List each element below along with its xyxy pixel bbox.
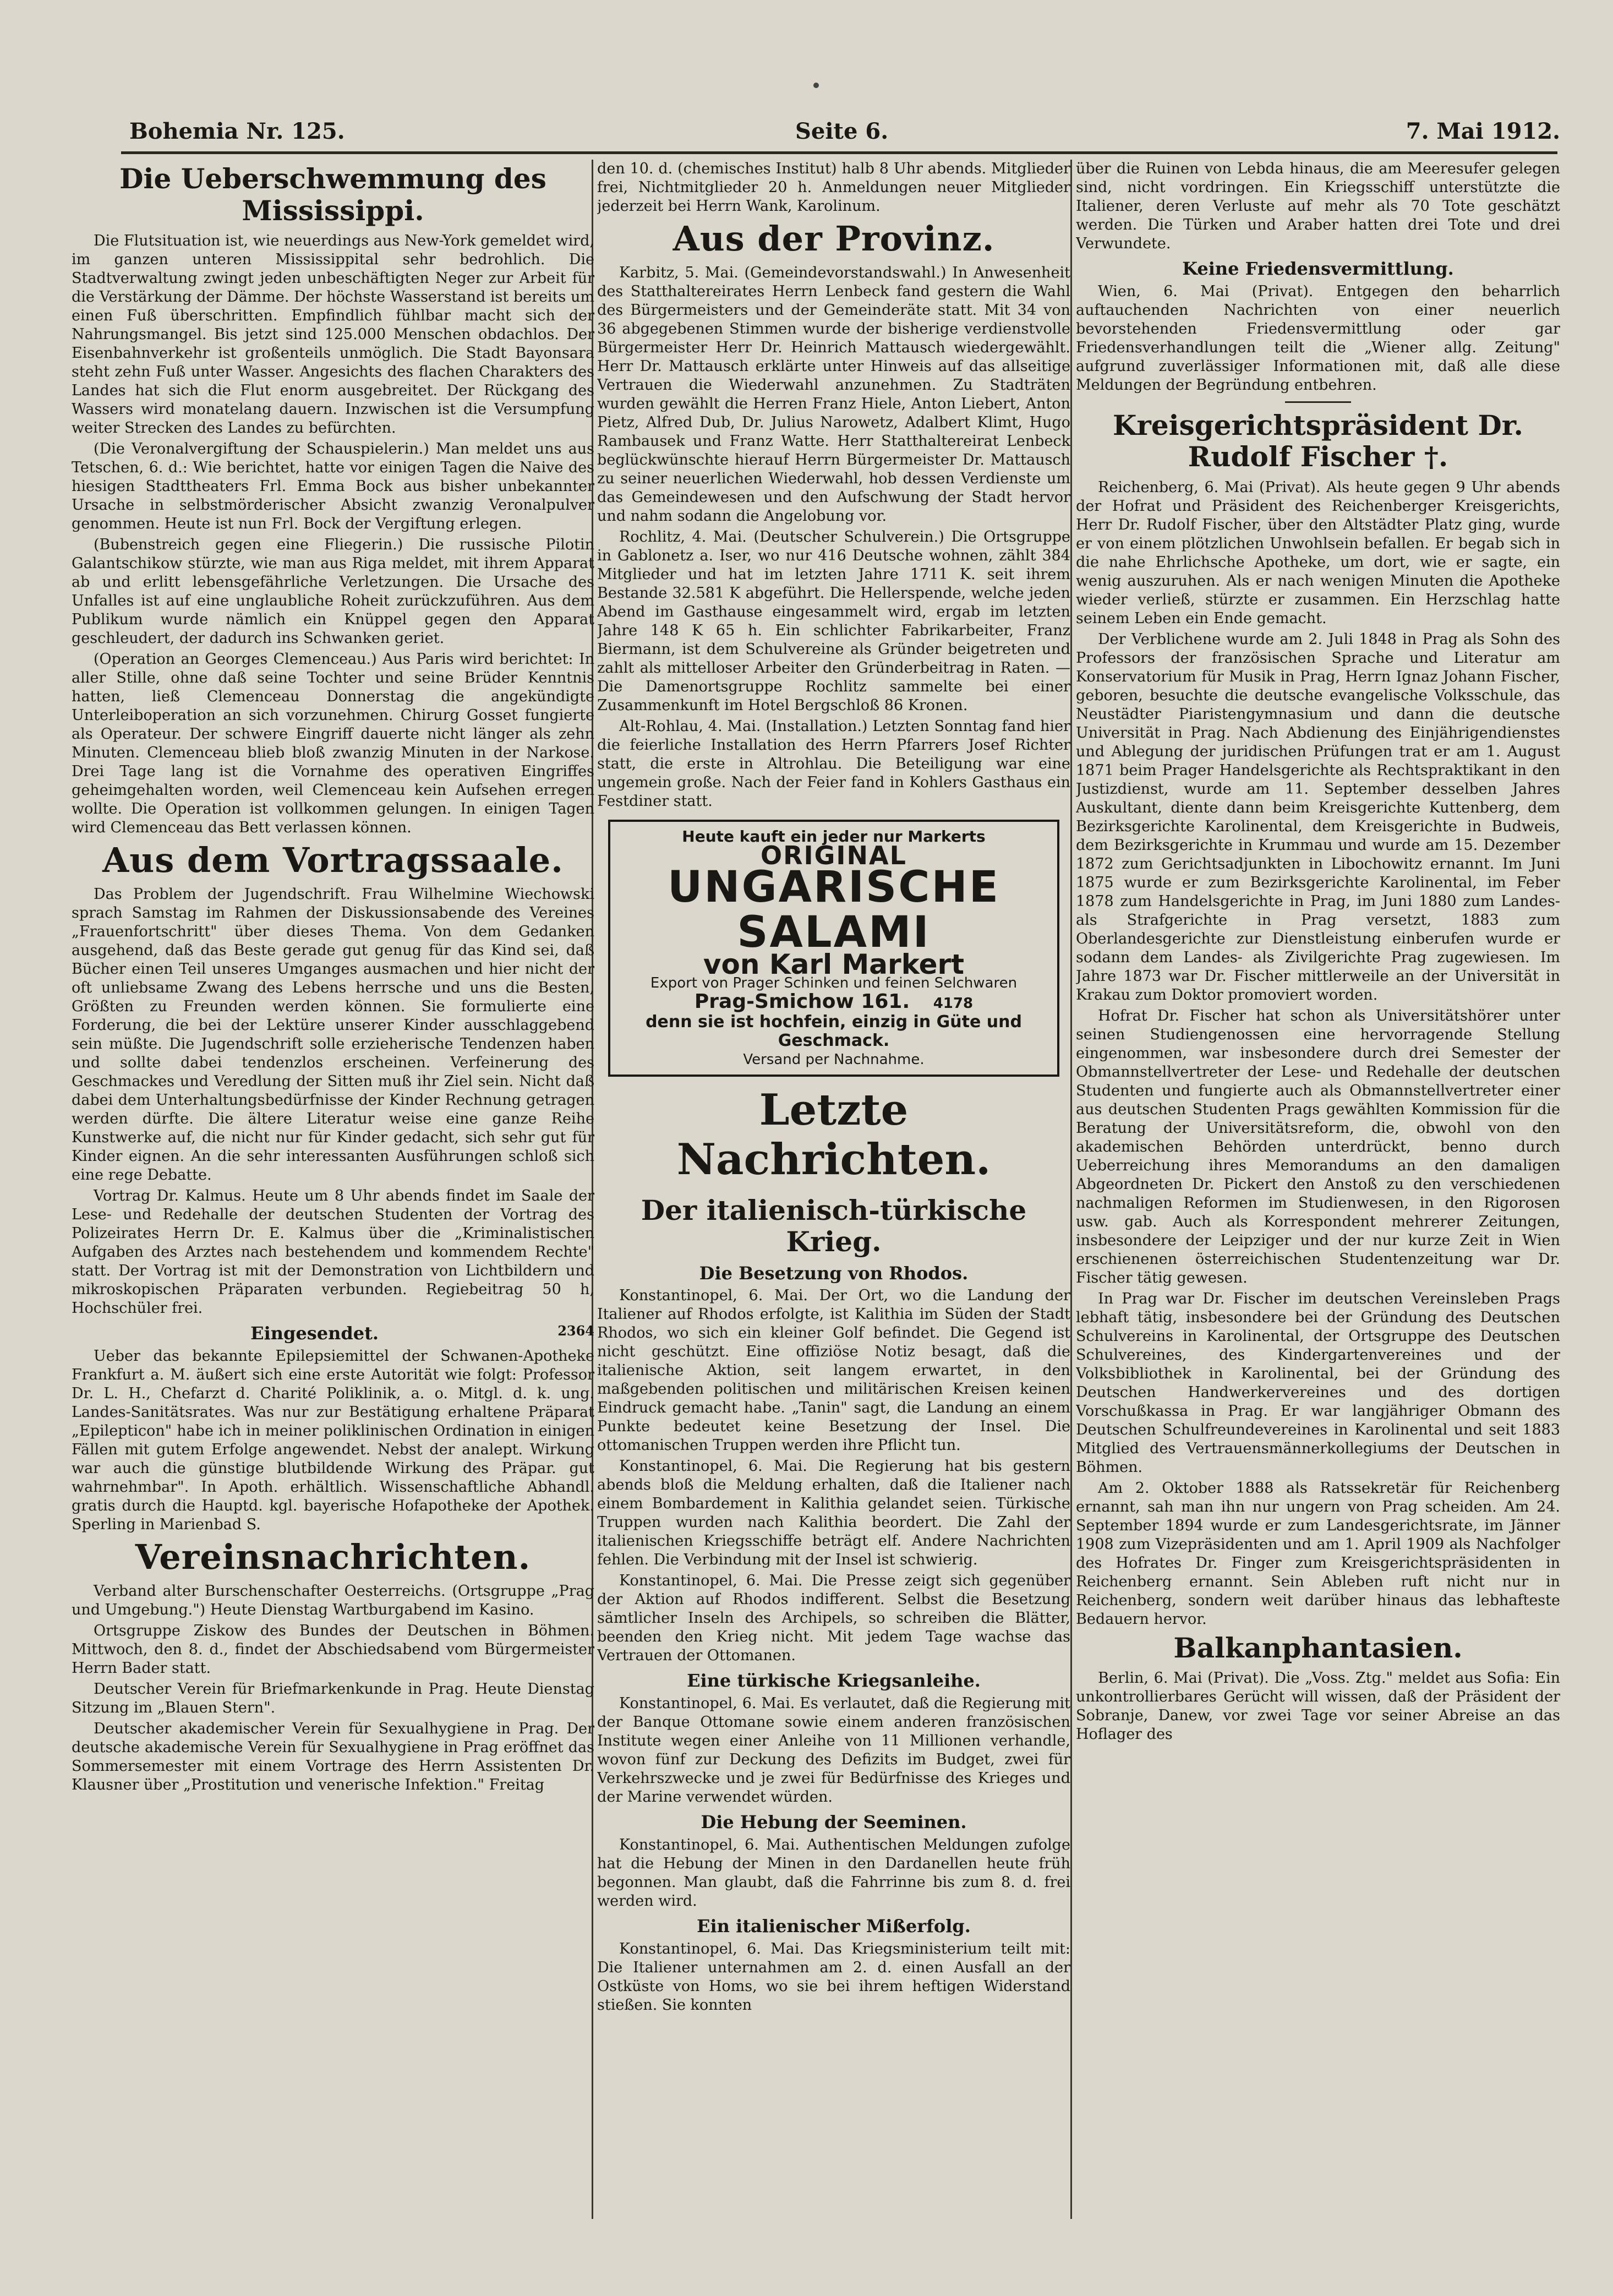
page-number: Seite 6. xyxy=(795,118,889,144)
ad-line-salami: UNGARISCHE SALAMI xyxy=(667,863,1000,958)
header-rule xyxy=(121,151,1557,154)
column-2 xyxy=(597,160,1070,2235)
headline-eingesendet: Eingesendet. 2364 xyxy=(250,1323,594,1344)
headline-vortragssaal: Aus dem Vortragssaale. xyxy=(102,840,564,880)
ad-line-versand: Versand per Nachnahme. xyxy=(743,1051,925,1068)
article-seeminen: Konstantinopel, 6. Mai. Authentischen Meldungen zufolge hat die Hebung der Minen in den Dardanellen heute früh begonnen. Man glaubt, daß die Fahrrinne bis zum 8. d. frei werden wird. xyxy=(597,1836,1070,1910)
page-header xyxy=(129,113,1560,151)
ad-line-quality: denn sie ist hochfein, einzig in Güte und Geschmack. xyxy=(646,1012,1022,1051)
hole-mark xyxy=(813,83,819,88)
headline-balkan: Balkanphantasien. xyxy=(1173,1631,1463,1664)
article-fliegerin: (Bubenstreich gegen eine Fliegerin.) Die russische Pilotin Galantschikow stürzte, wie man aus Riga meldet, mit ihrem Apparat ab und erlitt lebensgefährliche Verletzungen. Die Ursache des Unfalles ist auf eine unglaubliche Roheit zurückzuführen. Aus dem Publikum wurde nämlich ein Knüppel gegen den Apparat geschleudert, der dadurch ins Schwanken geriet. xyxy=(72,536,594,647)
notice-ziskow: Ortsgruppe Ziskow des Bundes der Deutschen in Böhmen. Mittwoch, den 8. d., findet der Abschiedsabend vom Bürgermeister Herrn Bader statt. xyxy=(72,1622,594,1677)
ad-number: 2364 xyxy=(557,1323,594,1339)
notice-continued: den 10. d. (chemisches Institut) halb 8 Uhr abends. Mitglieder frei, Nichtmitglieder 20 h. Anmeldungen neuer Mitglieder jederzeit bei Herrn Wank, Karolinum. xyxy=(597,160,1070,215)
notice-briefmarken: Deutscher Verein für Briefmarkenkunde in Prag. Heute Dienstag Sitzung im „Blauen Stern". xyxy=(72,1681,594,1717)
article-misserfolg: Konstantinopel, 6. Mai. Das Kriegsministerium teilt mit: Die Italiener unternahmen am 2. d. einen Ausfall an der Ostküste von Homs, wo sie bei ihrem heftigen Widerstand stießen. Sie konnten xyxy=(597,1940,1070,2014)
ad-line-original: ORIGINAL xyxy=(761,841,907,871)
subhead-rhodos: Die Besetzung von Rhodos. xyxy=(699,1262,969,1284)
masthead-issue: Bohemia Nr. 125. xyxy=(129,118,345,144)
article-clemenceau: (Operation an Georges Clemenceau.) Aus Paris wird berichtet: In aller Stille, ohne daß seine Tochter und seine Brüder Kenntnis hatten, ließ Clemenceau Donnerstag die angekündigte Unterleiboperation an sich vorzunehmen. Chirurg Gosset fungierte als Operateur. Der schwere Eingriff dauerte nicht länger als zehn Minuten. Clemenceau blieb bloß zwanzig Minuten in der Narkose. Drei Tage lang ist die Vornahme des operativen Eingriffes geheimgehalten worden, weil Clemenceau kein Aufsehen erregen wollte. Die Operation ist vollkommen gelungen. In einigen Tagen wird Clemenceau das Bett verlassen können. xyxy=(72,651,594,836)
article-rhodos-3: Konstantinopel, 6. Mai. Die Presse zeigt sich gegenüber der Aktion auf Rhodos indifferent. Selbst die Besetzung sämtlicher Inseln des Archipels, so schreiben die Blätter, beenden den Krieg nicht. Mit jedem Tage wachse das Vertrauen der Ottomanen. xyxy=(597,1572,1070,1665)
article-fischer-1: Reichenberg, 6. Mai (Privat). Als heute gegen 9 Uhr abends der Hofrat und Präsident des Reichenberger Kreisgerichts, Herr Dr. Rudolf Fischer, über den Altstädter Platz ging, wurde er von einem plötzlichen Unwohlsein befallen. Er begab sich in die nahe Ehrlichsche Apotheke, um dort, wie er sagte, ein wenig auszuruhen. Als er nach wenigen Minuten die Apotheke wieder verließ, stürzte er zusammen. Ein Herzschlag hatte seinem Leben ein Ende gemacht. xyxy=(1076,478,1560,627)
ad-line-1: Heute kauft ein jeder nur Markerts xyxy=(682,827,986,846)
ad-line-markert: von Karl Markert xyxy=(703,948,965,981)
headline-vereinsnachrichten: Vereinsnachrichten. xyxy=(135,1537,531,1578)
article-kalmus: Vortrag Dr. Kalmus. Heute um 8 Uhr abends findet im Saale der Lese- und Redehalle der deutschen Studenten der Vortrag des Polizeirates Herrn Dr. E. Kalmus über die „Kriminalistischen Aufgaben des Arztes nach bestehendem und kommendem Rechte" statt. Der Vortrag ist mit der Demonstration von Lichtbildern und mikroskopischen Präparaten verbunden. Regiebeitrag 50 h, Hochschüler frei. xyxy=(72,1187,594,1317)
section-separator xyxy=(1285,401,1351,403)
headline-mississippi: Die Ueberschwemmung des Mississippi. xyxy=(119,162,546,227)
subhead-seeminen: Die Hebung der Seeminen. xyxy=(701,1812,967,1833)
subhead-kriegsanleihe: Eine türkische Kriegsanleihe. xyxy=(687,1670,981,1692)
headline-krieg: Der italienisch-türkische Krieg. xyxy=(641,1193,1027,1258)
article-rochlitz: Rochlitz, 4. Mai. (Deutscher Schulverein.) Die Ortsgruppe in Gablonetz a. Iser, wo nur 416 Deutsche wohnen, zählt 384 Mitglieder und hat im letzten Jahre 1711 K. seit ihrem Bestande 32.581 K abgeführt. Die Hellerspende, welche jeden Abend im Gasthause eingesammelt wird, ergab im letzten Jahre 148 K 65 h. Ein schlichter Fabrikarbeiter, Franz Biermann, ist dem Schulvereine als Gründer beigetreten und zahlt als mittelloser Arbeiter den Gründerbeitrag in Raten. — Die Damenortsgruppe Rochlitz sammelte bei einer Zusammenkunft im Hotel Bergschloß 86 Kronen. xyxy=(597,528,1070,715)
salami-advertisement xyxy=(608,820,1059,1077)
column-3 xyxy=(1076,160,1560,2235)
column-1 xyxy=(72,160,594,2235)
article-fischer-4: In Prag war Dr. Fischer im deutschen Vereinsleben Prags lebhaft tätig, insbesondere bei der Gründung des Deutschen Schulvereins in Karolinental, der Ortsgruppe des Deutschen Schulvereines, des Kindergartenvereines und der Volksbibliothek in Karolinental, bei der Gründung des Deutschen Handwerkervereines und des dortigen Vorschußkassa in Prag. Er war langjähriger Obmann des Deutschen Schulfreundevereines in Karolinental und seit 1883 Mitglied des Vertrauensmännerkollegiums der Deutschen in Böhmen. xyxy=(1076,1290,1560,1476)
column-rule-2 xyxy=(1070,160,1072,2219)
article-karbitz: Karbitz, 5. Mai. (Gemeindevorstandswahl.) In Anwesenheit des Statthaltereirates Herrn Lenbeck fand gestern die Wahl des Bürgermeisters und der Gemeinderäte statt. Mit 34 von 36 abgegebenen Stimmen wurde der bisherige verdienstvolle Bürgermeister Herr Dr. Heinrich Mattausch wiedergewählt. Herr Dr. Mattausch erklärte unter Hinweis auf das allseitige Vertrauen die Wiederwahl anzunehmen. Zu Stadträten wurden gewählt die Herren Franz Hiele, Anton Liebert, Anton Pietz, Alfred Dub, Dr. Julius Narowetz, Adalbert Klimt, Hugo Rambausek und Franz Watte. Herr Statthaltereirat Lenbeck beglückwünschte hierauf Herrn Bürgermeister Dr. Mattausch zu seiner neuerlichen Wiederwahl, hob dessen Verdienste um das Gemeindewesen und den Aufschwung der Stadt hervor und nahm sodann die Angelobung vor. xyxy=(597,264,1070,525)
article-fischer-2: Der Verblichene wurde am 2. Juli 1848 in Prag als Sohn des Professors der französischen Sprache und Literatur am Konservatorium für Musik in Prag, Herrn Ignaz Johann Fischer, geboren, besuchte die deutsche evangelische Volksschule, das Neustädter Piaristengymnasium und dann die deutsche Universität in Prag. Nach Abdienung des Einjährigendienstes und Ablegung der juridischen Prüfungen trat er am 1. August 1871 beim Prager Handelsgerichte als Rechtspraktikant in den Justizdienst, wurde am 11. September desselben Jahres Auskultant, diente dann beim Kreisgerichte Kuttenberg, dem Bezirksgerichte Karolinental, dem Kreisgerichte in Budweis, dem Bezirksgerichte in Krummau und wurde am 15. Dezember 1872 zum Gerichtsadjunkten in Libochowitz ernannt. Im Juni 1875 wurde er zum Bezirksgerichte Karolinental, im Feber 1878 zum Handelsgerichte in Prag, im Juni 1880 zum Landes- als Strafgerichte in Prag versetzt, 1883 zum Oberlandesgerichte zur Dienstleistung einberufen wurde er sodann dem Landes- als Zivilgerichte Prag zugewiesen. Im Jahre 1873 war Dr. Fischer mittlerweile an der Universität in Krakau zum Doktor promoviert worden. xyxy=(1076,630,1560,1004)
article-rhodos-2: Konstantinopel, 6. Mai. Die Regierung hat bis gestern abends bloß die Meldung erhalten, daß die Italiener nach einem Bombardement in Kalithia gelandet seien. Türkische Truppen wurden nach Kalithia beordert. Die Zahl der italienischen Kriegsschiffe beträgt elf. Andere Nachrichten fehlen. Die Verbindung mit der Insel ist schwierig. xyxy=(597,1458,1070,1569)
ad-line-address: Prag-Smichow 161. 4178 xyxy=(694,990,974,1013)
article-mississippi: Die Flutsituation ist, wie neuerdings aus New-York gemeldet wird, im ganzen unteren Mississippital sehr bedrohlich. Die Stadtverwaltung zwingt jeden unbeschäftigten Neger zur Arbeit für die Verstärkung der Dämme. Der höchste Wasserstand ist bereits um einen Fuß überschritten. Empfindlich fühlbar macht sich der Nahrungsmangel. Bis jetzt sind 125.000 Menschen obdachlos. Der Eisenbahnverkehr ist großenteils unmöglich. Die Stadt Bayonsara steht zehn Fuß unter Wasser. Angesichts des flachen Charakters des Landes hat sich die Flut enorm ausgebreitet. Der Rückgang des Wassers wird monatelang dauern. Inzwischen ist die Versumpfung weiter Strecken des Landes zu befürchten. xyxy=(72,232,594,437)
article-kriegsanleihe: Konstantinopel, 6. Mai. Es verlautet, daß die Regierung mit der Banque Ottomane sowie einem anderen französischen Institute wegen einer Anleihe von 11 Millionen verhandle, wovon fünf zur Deckung des Defizits im Budget, zwei für Verkehrszwecke und je zwei für Bedürfnisse des Krieges und der Marine verwendet würden. xyxy=(597,1695,1070,1806)
article-friedensvermittlung: Wien, 6. Mai (Privat). Entgegen den beharrlich auftauchenden Nachrichten von einer neuerlich bevorstehenden Friedensvermittlung oder gar Friedensverhandlungen teilt die „Wiener allg. Zeitung" aufgrund zuverlässiger Informationen mit, daß alle diese Meldungen der Begründung entbehren. xyxy=(1076,282,1560,394)
ad-line-export: Export von Prager Schinken und feinen Selchwaren xyxy=(650,975,1018,992)
article-balkan: Berlin, 6. Mai (Privat). Die „Voss. Ztg." meldet aus Sofia: Ein unkontrollierbares Gerücht will wissen, daß der Präsident der Sobranje, Danew, vor zwei Tage vor seiner Abreise an das Hoflager des xyxy=(1076,1670,1560,1743)
article-rhodos-1: Konstantinopel, 6. Mai. Der Ort, wo die Landung der Italiener auf Rhodos erfolgte, ist Kalithia im Süden der Stadt Rhodos, wo sich ein kleiner Golf befindet. Die Gegend ist nicht geschützt. Eine offiziöse Notiz besagt, daß die italienische Aktion, seit langem erwartet, in den maßgebenden politischen und militärischen Kreisen keinen Eindruck gemacht habe. „Tanin" sagt, die Landung an einem Punkte bedeutet keine Besetzung der Insel. Die ottomanischen Truppen werden ihre Pflicht tun. xyxy=(597,1287,1070,1454)
notice-burschenschafter: Verband alter Burschenschafter Oesterreichs. (Ortsgruppe „Prag und Umgebung.") Heute Dienstag Wartburgabend im Kasino. xyxy=(72,1583,594,1619)
headline-provinz: Aus der Provinz. xyxy=(672,219,995,259)
article-veronal: (Die Veronalvergiftung der Schauspielerin.) Man meldet uns aus Tetschen, 6. d.: Wie berichtet, hatte vor einigen Tagen die Naive des hiesigen Stadttheaters Frl. Emma Bock aus bisher unbekannter Ursache in selbstmörderischer Absicht zwanzig Veronalpulver genommen. Heute ist nun Frl. Bock der Vergiftung erlegen. xyxy=(72,440,594,532)
article-alt-rohlau: Alt-Rohlau, 4. Mai. (Installation.) Letzten Sonntag fand hier die feierliche Installation des Herrn Pfarrers Josef Richter statt, die erste in Altrohlau. Die Beteiligung war eine ungemein große. Nach der Feier fand in Kohlers Gasthaus ein Festdiner statt. xyxy=(597,718,1070,810)
issue-date: 7. Mai 1912. xyxy=(1406,118,1560,144)
article-fischer-5: Am 2. Oktober 1888 als Ratssekretär für Reichenberg ernannt, sah man ihn nur ungern von Prag scheiden. Am 24. September 1894 wurde er zum Landesgerichtsrate, im Jänner 1908 zum Vizepräsidenten und am 1. April 1909 als Nachfolger des Hofrates Dr. Finger zum Kreisgerichtspräsidenten in Reichenberg ernannt. Sein Ableben ruft nicht nur in Reichenberg, sondern weit darüber hinaus das lebhafteste Bedauern hervor. xyxy=(1076,1479,1560,1628)
ad-code: 4178 xyxy=(933,995,974,1012)
article-fischer-3: Hofrat Dr. Fischer hat schon als Universitätshörer unter seinen Studiengenossen eine hervorragende Stellung eingenommen, war insbesondere durch drei Semester der Obmannstellvertreter der Lese- und Redehalle der deutschen Studenten und fungierte auch als Obmannstellvertreter einer aus deutschen Studenten Prags gewählten Kommission für die Beratung der Universitätsreform, die, obwohl von den akademischen Behörden unterdrückt, benno durch Ueberreichung ihres Memorandums an den damaligen Abgeordneten Dr. Pickert den Anstoß zu den verschiedenen nachmaligen Reformen im Studienwesen, in den Rigorosen usw. gab. Auch als Korrespondent mehrerer Zeitungen, insbesondere der Leipziger und der nur kurze Zeit in Wien erschienenen österreichischen Studentenzeitung war Dr. Fischer tätig gewesen. xyxy=(1076,1007,1560,1286)
article-lebda-continued: über die Ruinen von Lebda hinaus, die am Meeresufer gelegen sind, nicht vordringen. Ein Kriegsschiff unterstützte die Italiener, deren Verluste auf mehr als 70 Tote geschätzt werden. Die Türken und Araber hatten drei Tote und drei Verwundete. xyxy=(1076,160,1560,252)
subhead-misserfolg: Ein italienischer Mißerfolg. xyxy=(697,1916,971,1937)
notice-sexualhygiene: Deutscher akademischer Verein für Sexualhygiene in Prag. Der deutsche akademische Verein für Sexualhygiene in Prag eröffnet das Sommersemester mit einem Vortrage des Herrn Assistenten Dr. Klausner über „Prostitution und venerische Infektion." Freitag xyxy=(72,1720,594,1794)
headline-fischer: Kreisgerichtspräsident Dr. Rudolf Fischer †. xyxy=(1113,408,1523,473)
article-jugendschrift: Das Problem der Jugendschrift. Frau Wilhelmine Wiechowski sprach Samstag im Rahmen der Diskussionsabende des Vereines „Frauenfortschritt" über dieses Thema. Von dem Gedanken ausgehend, daß das Beste gerade gut genug für das Kind sei, daß Bücher einen Teil unseres Umganges ausmachen und hier nicht der oft unliebsame Zwang des Lebens herrsche und uns die Besten, Größten zu Freunden werden können. Sie formulierte eine Forderung, die bei der Lektüre unserer Kinder ausschlaggebend sein müßte. Die Jugendschrift solle erzieherische Tendenzen haben und sollte dabei tendenzlos erscheinen. Verfeinerung des Geschmackes und Veredlung der Sitten muß ihr Ziel sein. Nicht daß dabei dem Unterhaltungsbedürfnisse der Kinder Rechnung getragen werden dürfte. Die ältere Literatur weise eine ganze Reihe Kunstwerke auf, die nicht nur für Kinder gedacht, sich sehr gut für Kinder eignen. An die sehr interessanten Ausführungen schloß sich eine rege Debatte. xyxy=(72,886,594,1184)
subhead-friedensvermittlung: Keine Friedensvermittlung. xyxy=(1182,258,1454,279)
headline-letzte-nachrichten: Letzte Nachrichten. xyxy=(676,1085,991,1185)
article-epilepsie: Ueber das bekannte Epilepsiemittel der Schwanen-Apotheke Frankfurt a. M. äußert sich eine erste Autorität wie folgt: Professor Dr. L. H., Chefarzt d. Charité Poliklinik, a. o. Mitgl. d. k. ung. Landes-Sanitätsrates. Was nur zur Bestätigung erhaltene Präparat „Epilepticon" habe ich in meiner poliklinischen Ordination in einigen Fällen mit gutem Erfolge angewendet. Nebst der analept. Wirkung war auch die günstige blutbildende Wirkung des Präpar. gut wahrnehmbar". In Apoth. erhältlich. Wissenschaftliche Abhandl. gratis durch die Hauptd. kgl. bayerische Hofapotheke der Apothek. Sperling in Marienbad S. xyxy=(72,1348,594,1534)
